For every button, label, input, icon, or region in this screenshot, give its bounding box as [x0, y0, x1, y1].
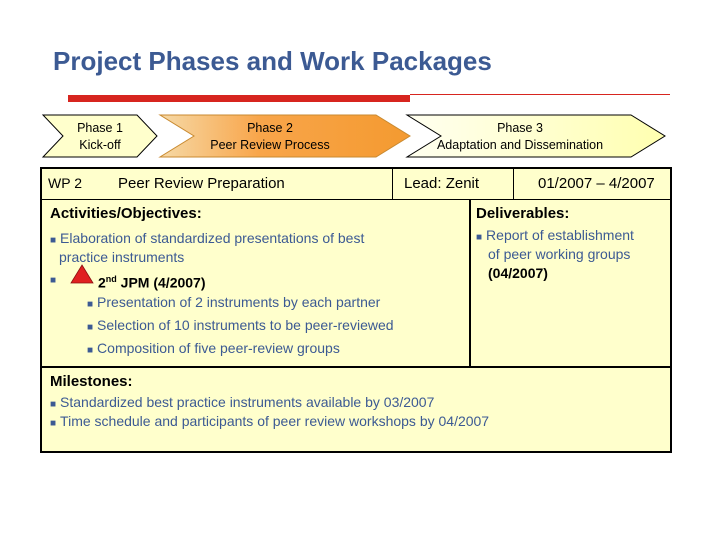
activity-subitem: ■ Selection of 10 instruments to be peer-reviewed [87, 317, 394, 333]
milestone-item: ■ Standardized best practice instruments available by 03/2007 [50, 394, 435, 410]
milestones-heading: Milestones: [50, 373, 133, 390]
work-package-panel [40, 167, 672, 453]
wp-dates: 01/2007 – 4/2007 [538, 175, 655, 192]
activity-subitem: ■ Composition of five peer-review groups [87, 340, 340, 356]
square-bullet-icon: ■ [87, 299, 94, 310]
milestone-item: ■ Time schedule and participants of peer review workshops by 04/2007 [50, 413, 490, 429]
square-bullet-icon: ■ [50, 399, 57, 410]
activity-item-1-continued: practice instruments [59, 249, 185, 265]
wp-badge: WP 2 [48, 175, 82, 191]
header-divider-left [42, 199, 392, 200]
phase3-label: Phase 3 Adaptation and Dissemination [436, 121, 604, 152]
phase1-label: Phase 1 Kick-off [77, 121, 123, 152]
activities-heading: Activities/Objectives: [50, 205, 202, 222]
column-divider [469, 199, 471, 366]
deliverables-heading: Deliverables: [476, 205, 570, 222]
square-bullet-icon: ■ [50, 418, 57, 429]
deliverable-date: (04/2007) [488, 265, 548, 281]
wp-header-row [42, 169, 670, 201]
activity-subitem: ■ Presentation of 2 instruments by each partner [87, 294, 381, 310]
square-bullet-icon: ■ [87, 322, 94, 333]
header-divider-right [512, 199, 672, 200]
square-bullet-icon: ■ [50, 235, 57, 246]
activity-item-1: ■ Elaboration of standardized presentations of best [50, 230, 365, 246]
warning-triangle-icon [70, 264, 94, 284]
deliverable-item: ■ Report of establishment [476, 227, 634, 243]
square-bullet-icon: ■ [476, 232, 483, 243]
jpm-label: 2nd JPM (4/2007) [98, 274, 206, 291]
phase2-label: Phase 2 Peer Review Process [210, 121, 330, 152]
square-bullet-icon: ■ [50, 275, 57, 286]
wp-title: Peer Review Preparation [118, 175, 285, 192]
wp-lead: Lead: Zenit [404, 175, 480, 192]
page-title: Project Phases and Work Packages [53, 46, 492, 76]
square-bullet-icon: ■ [87, 345, 94, 356]
milestones-divider [42, 366, 670, 368]
deliverable-item-continued: of peer working groups [488, 246, 631, 262]
